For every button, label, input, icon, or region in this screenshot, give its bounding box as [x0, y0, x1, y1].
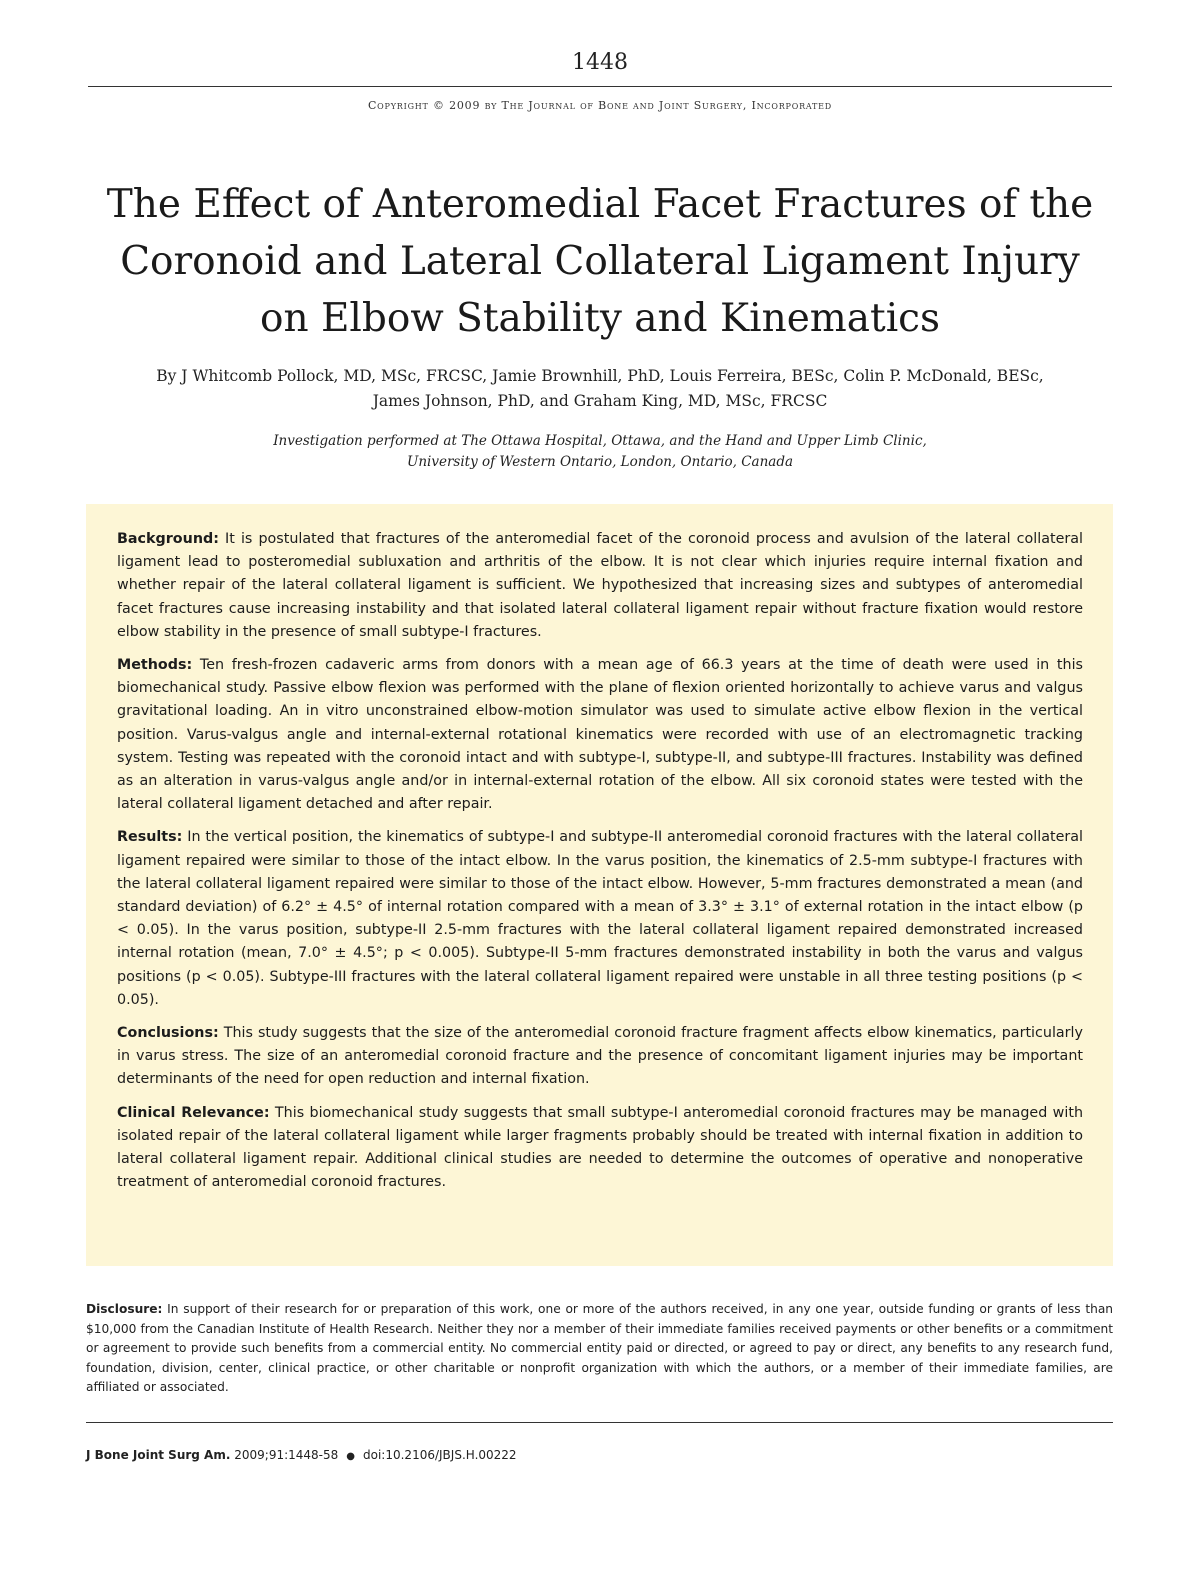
abstract-results — [117, 826, 1083, 1012]
section-heading: Methods: — [117, 657, 193, 674]
article-title — [100, 176, 1100, 347]
disclosure-label: Disclosure: — [86, 1302, 163, 1316]
section-text: Ten fresh-frozen cadaveric arms from donors with a mean age of 66.3 years at the time of death were used in this biomechanical study. Passive elbow flexion was performed with the plane of flexion oriented horizontally to achieve varus and valgus gravitational loading. An in vitro unconstrained elbow-motion simulator was used to simulate active elbow flexion in the vertical position. Varus-valgus angle and internal-external rotational kinematics were recorded with use of an electromagnetic tracking system. Testing was repeated with the coronoid intact and with subtype-I, subtype-II, and subtype-III fractures. Instability was defined as an alteration in varus-valgus angle and/or in internal-external rotation of the elbow. All six coronoid states were tested with the lateral collateral ligament detached and after repair. — [117, 657, 1083, 813]
title-line: on Elbow Stability and Kinematics — [259, 296, 941, 341]
section-text: This biomechanical study suggests that small subtype-I anteromedial coronoid fractures may be managed with isolated repair of the lateral collateral ligament while larger fragments probably should be treated with internal fixation in addition to lateral collateral ligament repair. Additional clinical studies are needed to determine the outcomes of operative and nonoperative treatment of anteromedial coronoid fractures. — [117, 1104, 1084, 1191]
abstract-conclusions — [117, 1022, 1083, 1092]
header-rule — [88, 86, 1112, 87]
abstract-background — [117, 528, 1083, 644]
institution-line: University of Western Ontario, London, Ontario, Canada — [406, 454, 794, 470]
copyright-line: Copyright © 2009 by The Journal of Bone and Joint Surgery, Incorporated — [367, 99, 833, 112]
institution-note — [150, 431, 1050, 473]
title-line: The Effect of Anteromedial Facet Fractures of the — [106, 182, 1094, 227]
abstract-box — [86, 504, 1113, 1266]
page-number: 1448 — [572, 50, 628, 75]
institution-line: Investigation performed at The Ottawa Hospital, Ottawa, and the Hand and Upper Limb Clinic, — [273, 433, 927, 449]
section-heading: Conclusions: — [117, 1025, 219, 1042]
volume-pages: 2009;91:1448-58 — [234, 1448, 339, 1462]
doi-link[interactable]: doi:10.2106/JBJS.H.00222 — [363, 1448, 517, 1462]
abstract-clinical-relevance — [117, 1102, 1083, 1195]
author-line: James Johnson, PhD, and Graham King, MD, MSc, FRCSC — [372, 392, 828, 410]
disclosure-note — [86, 1300, 1113, 1398]
section-text: This study suggests that the size of the anteromedial coronoid fracture fragment affects elbow kinematics, particularly in varus stress. The size of an anteromedial coronoid fracture and the presence of concomitant ligament injuries may be important determinants of the need for open reduction and internal fixation. — [117, 1025, 1083, 1088]
title-line: Coronoid and Lateral Collateral Ligament Injury — [120, 239, 1080, 284]
section-heading: Background: — [117, 531, 219, 547]
bullet-separator: ● — [346, 1451, 356, 1462]
citation-footer — [86, 1448, 517, 1462]
footer-rule — [86, 1422, 1113, 1423]
section-text: It is postulated that fractures of the anteromedial facet of the coronoid process and avulsion of the lateral collateral ligament lead to posteromedial subluxation and arthritis of the elbow. It is not clear which injuries require internal fixation and whether repair of the lateral collateral ligament is sufficient. We hypothesized that increasing sizes and subtypes of anteromedial facet fractures cause increasing instability and that isolated lateral collateral ligament repair without fracture fixation would restore elbow stability in the presence of small subtype-I fractures. — [117, 531, 1083, 640]
author-line: By J Whitcomb Pollock, MD, MSc, FRCSC, Jamie Brownhill, PhD, Louis Ferreira, BESc, Colin P. McDonald, BESc, — [156, 367, 1044, 385]
section-heading: Clinical Relevance: — [117, 1104, 270, 1121]
author-list — [120, 364, 1080, 414]
disclosure-text: In support of their research for or preparation of this work, one or more of the authors received, in any one year, outside funding or grants of less than $10,000 from the Canadian Institute of Health Research. Neither they nor a member of their immediate families received payments or other benefits or a commitment or agreement to provide such benefits from a commercial entity. No commercial entity paid or directed, or agreed to pay or direct, any benefits to any research fund, foundation, division, center, clinical practice, or other charitable or nonprofit organization with which the authors, or a member of their immediate families, are affiliated or associated. — [86, 1302, 1114, 1395]
journal-abbrev: J Bone Joint Surg Am. — [86, 1448, 231, 1462]
abstract-methods — [117, 654, 1083, 816]
section-heading: Results: — [117, 829, 183, 846]
section-text: In the vertical position, the kinematics of subtype-I and subtype-II anteromedial coronoid fractures with the lateral collateral ligament repaired were similar to those of the intact elbow. In the varus position, the kinematics of 2.5-mm subtype-I fractures with the lateral collateral ligament repaired were similar to those of the intact elbow. However, 5-mm fractures demonstrated a mean (and standard deviation) of 6.2° ± 4.5° of internal rotation compared with a mean of 3.3° ± 3.1° of external rotation in the intact elbow (p < 0.05). In the varus position, subtype-II 2.5-mm fractures with the lateral collateral ligament repaired demonstrated increased internal rotation (mean, 7.0° ± 4.5°; p < 0.005). Subtype-II 5-mm fractures demonstrated instability in both the varus and valgus positions (p < 0.05). Subtype-III fractures with the lateral collateral ligament repaired were unstable in all three testing positions (p < 0.05). — [117, 829, 1083, 1008]
